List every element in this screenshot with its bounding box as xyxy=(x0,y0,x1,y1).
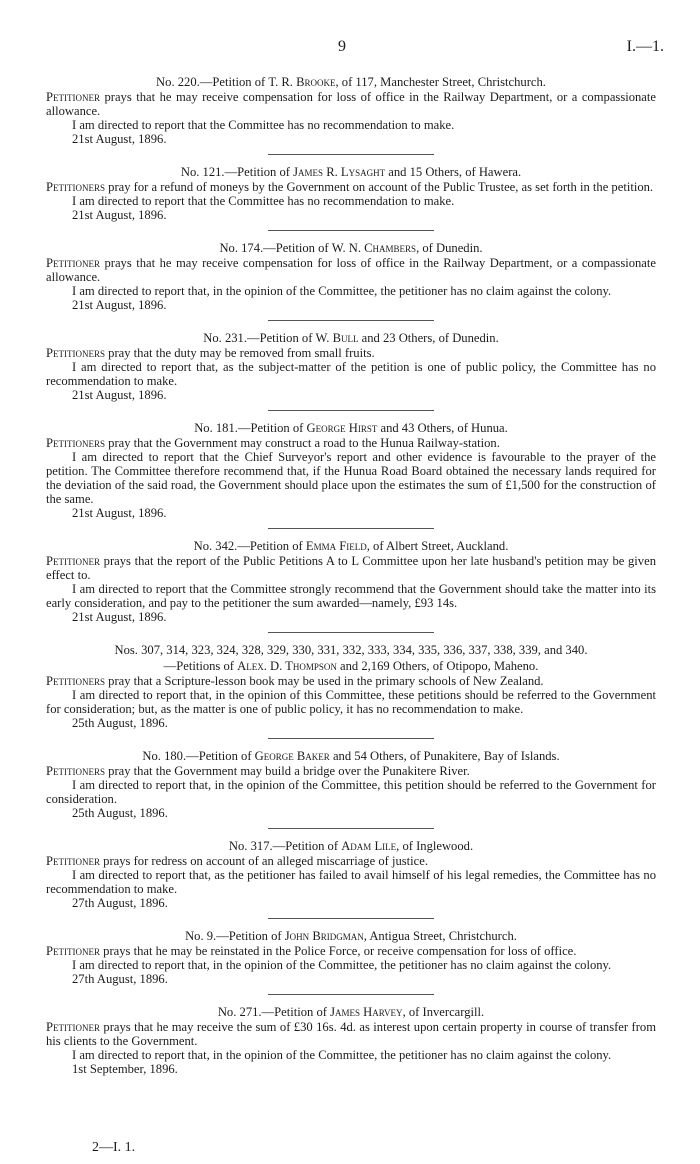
petitioner-name: Adam Lile xyxy=(341,839,397,853)
page-number: 9 xyxy=(338,38,346,55)
committee-report: I am directed to report that the Committee has no recommendation to make. xyxy=(72,118,455,132)
petition-entry xyxy=(46,420,656,520)
petition-heading: No. 9.—Petition of John Bridgman, Antigua Street, Christchurch. xyxy=(185,929,517,943)
petition-heading: No. 121.—Petition of James R. Lysaght and 15 Others, of Hawera. xyxy=(180,165,522,179)
divider xyxy=(268,410,434,411)
petition-prayer: Petitioner prays for redress on account of an alleged miscarriage of justice. xyxy=(46,854,429,868)
report-date: 25th August, 1896. xyxy=(72,716,168,730)
committee-report: I am directed to report that the Committee has no recommendation to make. xyxy=(72,194,455,208)
petitions-list xyxy=(46,74,656,1076)
committee-report: I am directed to report that, in the opinion of the Committee, this petition should be referred to the Government for consideration. xyxy=(46,778,656,806)
petitioner-name: George Hirst xyxy=(306,421,378,435)
committee-report: I am directed to report that, as the petitioner has failed to avail himself of his legal remedies, the Committee has no recommendation to make. xyxy=(46,868,656,896)
petition-heading: No. 220.—Petition of T. R. Brooke, of 117, Manchester Street, Christchurch. xyxy=(156,75,546,89)
report-date: 25th August, 1896. xyxy=(72,806,168,820)
petitioner-name: George Baker xyxy=(254,749,330,763)
document-reference: I.—1. xyxy=(626,38,664,55)
petitioner-name: John Bridgman xyxy=(284,929,364,943)
petition-heading: No. 271.—Petition of James Harvey, of Invercargill. xyxy=(217,1005,485,1019)
committee-report: I am directed to report that, in the opinion of the Committee, the petitioner has no claim against the colony. xyxy=(72,284,612,298)
petition-entry xyxy=(46,538,656,624)
petition-prayer: Petitioners pray that a Scripture-lesson book may be used in the primary schools of New Zealand. xyxy=(46,674,544,688)
divider xyxy=(268,528,434,529)
petition-heading: No. 342.—Petition of Emma Field, of Albert Street, Auckland. xyxy=(193,539,509,553)
petitioner-name: Alex. D. Thompson xyxy=(237,659,337,673)
petition-entry xyxy=(46,330,656,402)
petition-prayer: Petitioners pray for a refund of moneys by the Government on account of the Public Trustee, as set forth in the petition. xyxy=(46,180,654,194)
petition-heading: No. 181.—Petition of George Hirst and 43 Others, of Hunua. xyxy=(194,421,508,435)
petition-heading: No. 317.—Petition of Adam Lile, of Inglewood. xyxy=(228,839,474,853)
petition-heading: No. 174.—Petition of W. N. Chambers, of Dunedin. xyxy=(219,241,483,255)
committee-report: I am directed to report that the Committee strongly recommend that the Government should take the matter into its early consideration, and pay to the petitioner the sum awarded—namely, £93 14s. xyxy=(46,582,656,610)
petition-heading: No. 180.—Petition of George Baker and 54 Others, of Punakitere, Bay of Islands. xyxy=(142,749,560,763)
divider xyxy=(268,738,434,739)
petition-heading: —Petitions of Alex. D. Thompson and 2,169 Others, of Otipopo, Maheno. xyxy=(163,659,539,673)
petition-heading: No. 231.—Petition of W. Bull and 23 Others, of Dunedin. xyxy=(203,331,499,345)
signature-mark: 2—I. 1. xyxy=(92,1140,136,1155)
petition-entry xyxy=(46,928,656,986)
petition-prayer: Petitioner prays that he may receive the sum of £30 16s. 4d. as interest upon certain property in course of transfer from his clients to the Government. xyxy=(46,1020,656,1048)
petition-entry xyxy=(46,748,656,820)
petitioner-name: W. Bull xyxy=(315,331,359,345)
petition-prayer: Petitioner prays that he may receive compensation for loss of office in the Railway Department, or a compassionate allowance. xyxy=(46,90,656,118)
report-date: 21st August, 1896. xyxy=(72,388,167,402)
divider xyxy=(268,994,434,995)
divider xyxy=(268,320,434,321)
petition-prayer: Petitioners pray that the Government may build a bridge over the Punakitere River. xyxy=(46,764,470,778)
committee-report: I am directed to report that, in the opinion of this Committee, these petitions should be referred to the Government for consideration; but, as the matter is one of public policy, it has no recommendation to make. xyxy=(46,688,656,716)
committee-report: I am directed to report that, in the opinion of the Committee, the petitioner has no claim against the colony. xyxy=(72,1048,612,1062)
petition-prayer: Petitioner prays that he may receive compensation for loss of office in the Railway Department, or a compassionate allowance. xyxy=(46,256,656,284)
report-date: 21st August, 1896. xyxy=(72,298,167,312)
petition-entry xyxy=(46,642,656,730)
petition-entry xyxy=(46,74,656,146)
report-date: 21st August, 1896. xyxy=(72,506,167,520)
petition-entry xyxy=(46,1004,656,1076)
petition-entry xyxy=(46,240,656,312)
committee-report: I am directed to report that the Chief Surveyor's report and other evidence is favourable to the prayer of the petition. The Committee therefore recommend that, if the Hunua Road Board obtained the necessary lands required for the deviation of the said road, the Government should place upon the estimates the sum of £1,500 for the construction of the same. xyxy=(46,450,656,506)
petitioner-name: James Harvey xyxy=(330,1005,403,1019)
petition-entry xyxy=(46,838,656,910)
petition-prayer: Petitioners pray that the Government may construct a road to the Hunua Railway-station. xyxy=(46,436,500,450)
report-date: 27th August, 1896. xyxy=(72,972,168,986)
petition-entry xyxy=(46,164,656,222)
divider xyxy=(268,154,434,155)
petition-prayer: Petitioners pray that the duty may be removed from small fruits. xyxy=(46,346,375,360)
petition-prayer: Petitioner prays that the report of the Public Petitions A to L Committee upon her late husband's petition may be given effect to. xyxy=(46,554,656,582)
committee-report: I am directed to report that, as the subject-matter of the petition is one of public policy, the Committee has no recommendation to make. xyxy=(46,360,656,388)
divider xyxy=(268,828,434,829)
divider xyxy=(268,918,434,919)
petitioner-name: T. R. Brooke xyxy=(268,75,336,89)
report-date: 21st August, 1896. xyxy=(72,208,167,222)
report-date: 21st August, 1896. xyxy=(72,132,167,146)
divider xyxy=(268,632,434,633)
petitioner-name: W. N. Chambers xyxy=(331,241,417,255)
report-date: 21st August, 1896. xyxy=(72,610,167,624)
petitioner-name: James R. Lysaght xyxy=(293,165,386,179)
report-date: 1st September, 1896. xyxy=(72,1062,178,1076)
petitioner-name: Emma Field xyxy=(305,539,367,553)
report-date: 27th August, 1896. xyxy=(72,896,168,910)
petition-prayer: Petitioner prays that he may be reinstated in the Police Force, or receive compensation for loss of office. xyxy=(46,944,577,958)
divider xyxy=(268,230,434,231)
committee-report: I am directed to report that, in the opinion of the Committee, the petitioner has no claim against the colony. xyxy=(72,958,612,972)
petition-heading-numbers: Nos. 307, 314, 323, 324, 328, 329, 330, 331, 332, 333, 334, 335, 336, 337, 338, 339, and 340. xyxy=(114,643,588,657)
